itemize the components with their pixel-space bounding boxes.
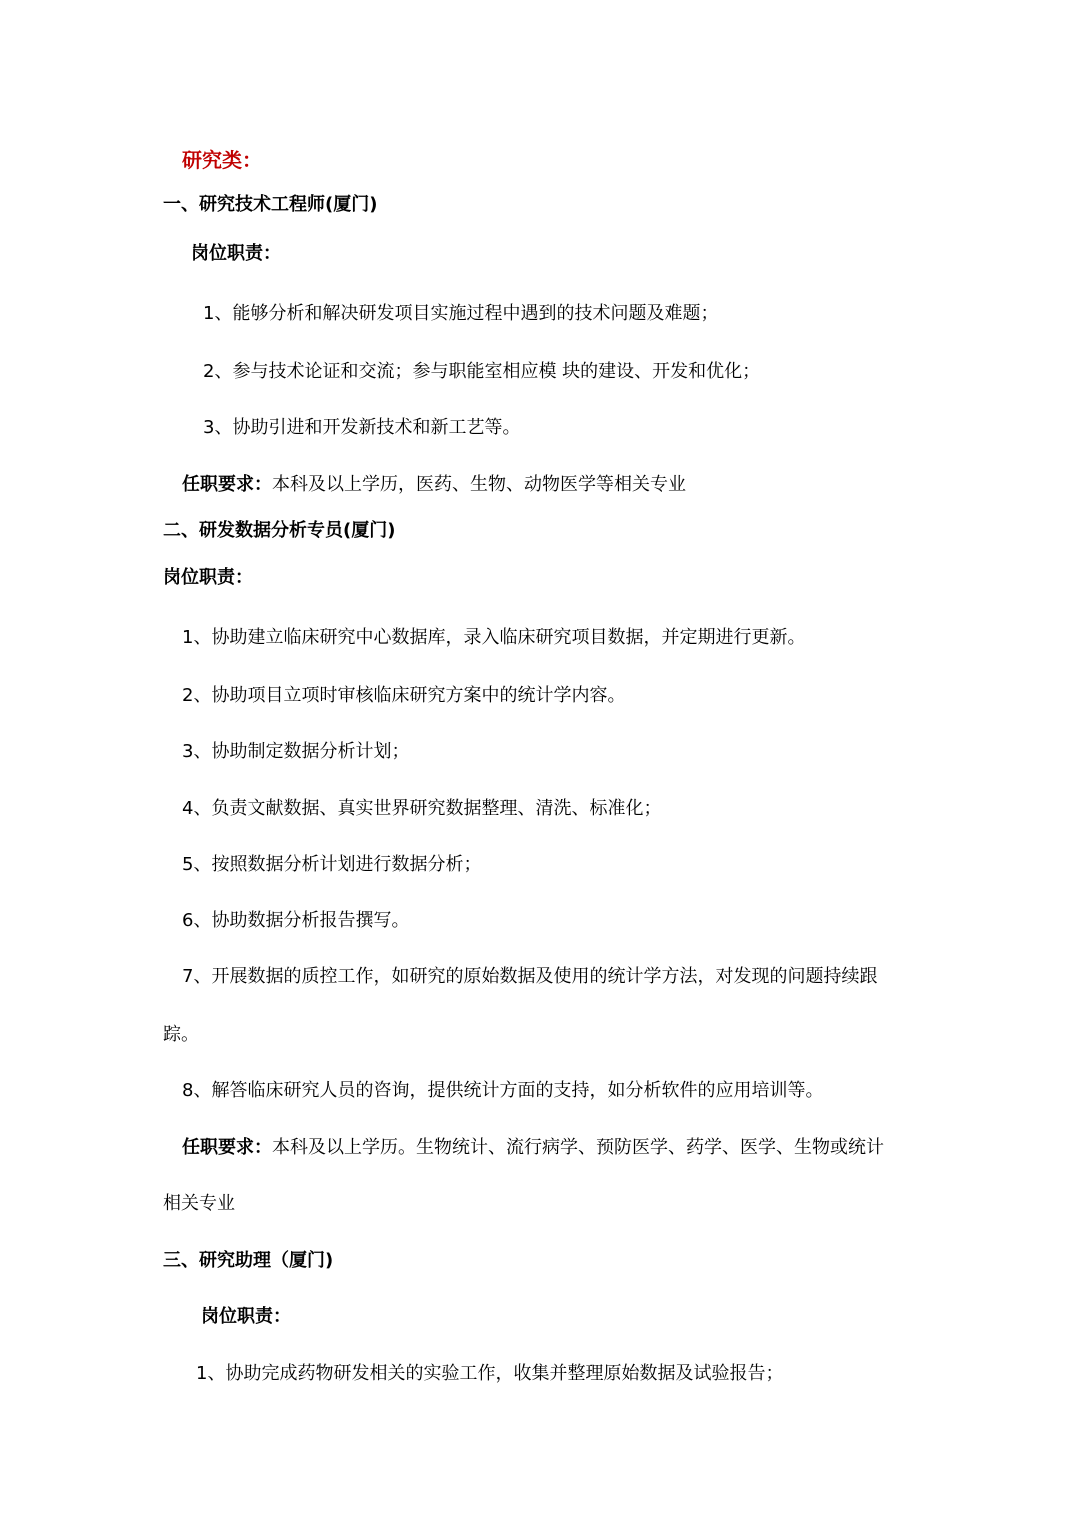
section-2-duty-item: 5、按照数据分析计划进行数据分析； <box>182 854 482 875</box>
section-1-title: 一、研究技术工程师(厦门) <box>163 194 378 215</box>
section-2-requirements-continued: 相关专业 <box>163 1193 235 1214</box>
section-2-duty-item: 3、协助制定数据分析计划； <box>182 741 410 762</box>
section-2-duty-item: 7、开展数据的质控工作，如研究的原始数据及使用的统计学方法，对发现的问题持续跟 <box>182 966 878 987</box>
section-2-requirements <box>182 1136 884 1160</box>
category-heading: 研究类： <box>182 148 262 172</box>
section-1-duty-item: 3、协助引进和开发新技术和新工艺等。 <box>203 417 521 438</box>
section-2-title: 二、研发数据分析专员(厦门) <box>163 520 396 541</box>
section-2-duty-item: 2、协助项目立项时审核临床研究方案中的统计学内容。 <box>182 685 626 706</box>
section-1-duties-label: 岗位职责： <box>191 243 281 264</box>
section-1-requirements <box>182 473 686 497</box>
requirements-text: 本科及以上学历。生物统计、流行病学、预防医学、药学、医学、生物或统计 <box>272 1137 884 1158</box>
requirements-text: 本科及以上学历，医药、生物、动物医学等相关专业 <box>272 474 686 495</box>
section-2-duty-item: 1、协助建立临床研究中心数据库，录入临床研究项目数据，并定期进行更新。 <box>182 627 806 648</box>
section-2-duty-item-continued: 踪。 <box>163 1024 199 1045</box>
requirements-label: 任职要求： <box>182 474 272 495</box>
section-2-duty-item: 6、协助数据分析报告撰写。 <box>182 910 410 931</box>
section-2-duty-item: 8、解答临床研究人员的咨询，提供统计方面的支持，如分析软件的应用培训等。 <box>182 1080 824 1101</box>
requirements-label: 任职要求： <box>182 1137 272 1158</box>
section-2-duties-label: 岗位职责： <box>163 567 253 588</box>
section-2-duty-item: 4、负责文献数据、真实世界研究数据整理、清洗、标准化； <box>182 798 662 819</box>
section-1-duty-item: 2、参与技术论证和交流；参与职能室相应模 块的建设、开发和优化； <box>203 361 761 382</box>
section-1-duty-item: 1、能够分析和解决研发项目实施过程中遇到的技术问题及难题； <box>203 303 719 324</box>
section-3-duty-item: 1、协助完成药物研发相关的实验工作，收集并整理原始数据及试验报告； <box>196 1363 784 1384</box>
section-3-duties-label: 岗位职责： <box>201 1306 291 1327</box>
section-3-title: 三、研究助理（厦门) <box>163 1250 334 1271</box>
